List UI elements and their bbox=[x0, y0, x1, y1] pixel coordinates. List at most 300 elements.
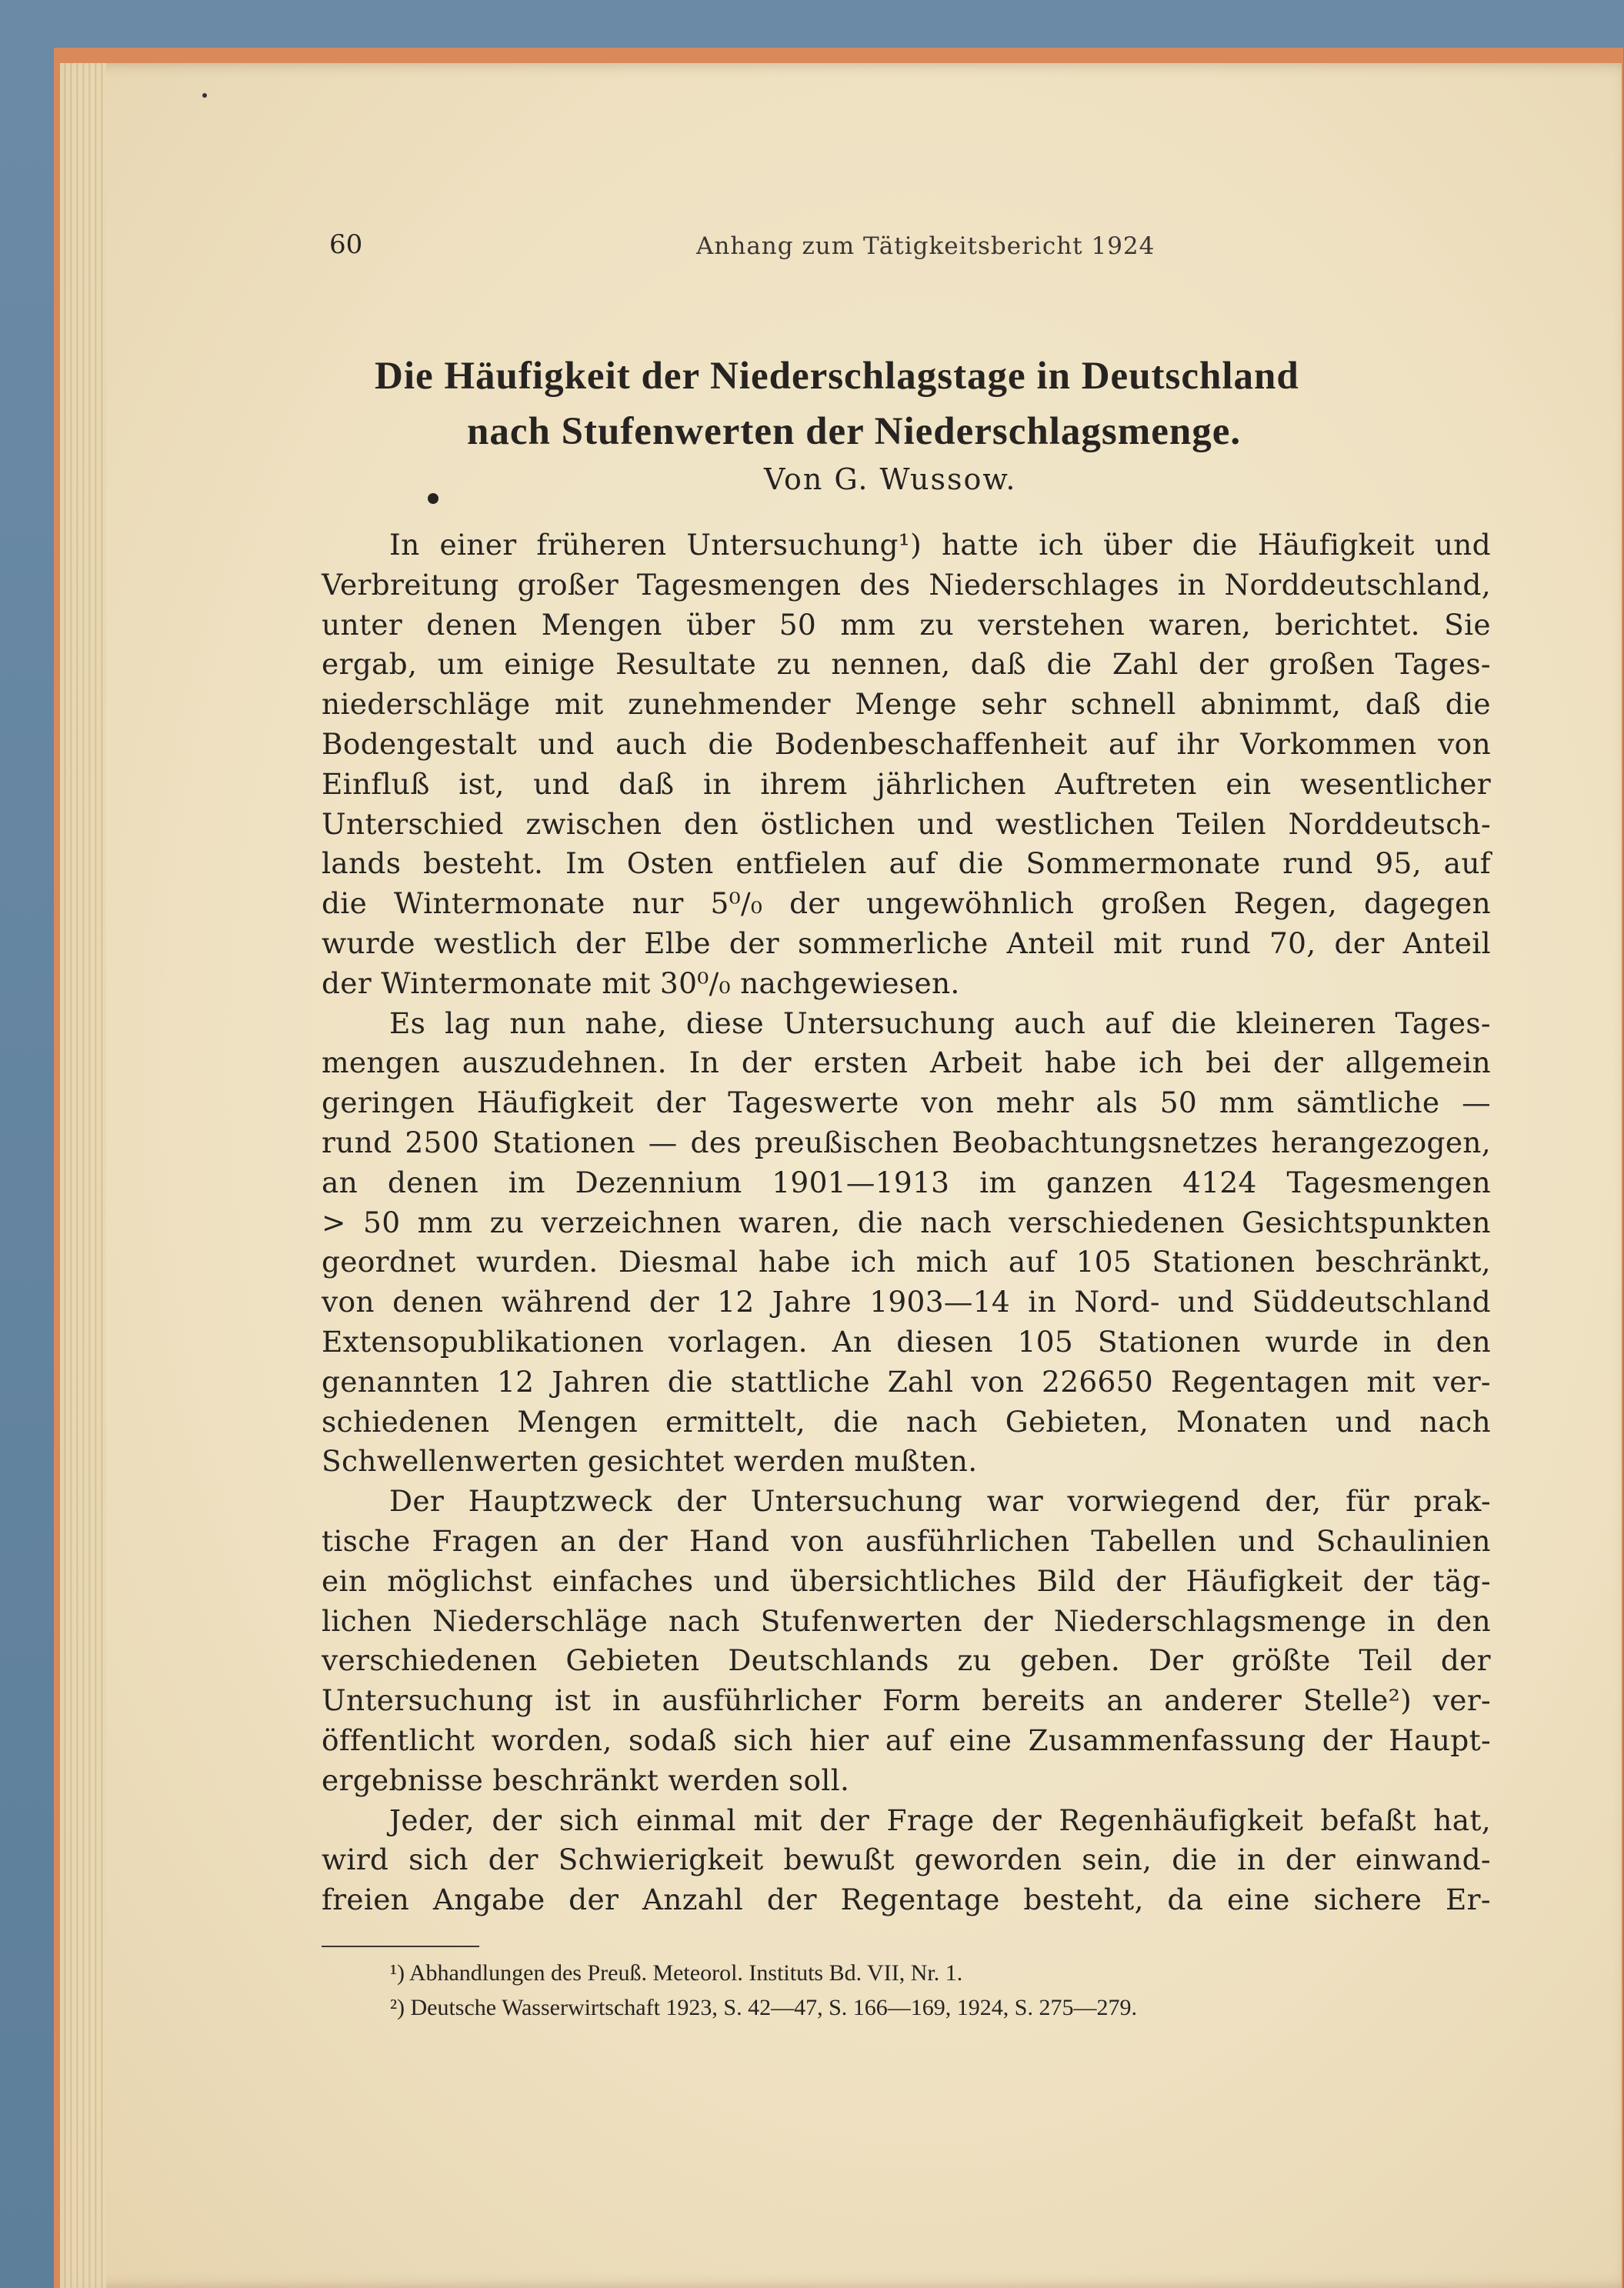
word: Hand bbox=[689, 1524, 770, 1558]
word: nahe, bbox=[585, 1006, 667, 1040]
body-line bbox=[322, 1086, 1491, 1119]
word: nach bbox=[1419, 1404, 1491, 1439]
word: der bbox=[649, 1285, 699, 1319]
word: Zusammenfassung bbox=[1028, 1723, 1306, 1757]
word: Extensopublikationen bbox=[322, 1325, 645, 1359]
word: der bbox=[982, 1603, 1033, 1638]
word: früheren bbox=[536, 528, 667, 562]
word: im bbox=[979, 1165, 1017, 1199]
body-line bbox=[322, 1245, 1491, 1279]
word: 50 bbox=[779, 607, 817, 642]
word: der bbox=[729, 926, 779, 960]
word: Norddeutschland, bbox=[1224, 567, 1491, 602]
word: Stationen bbox=[1097, 1325, 1241, 1359]
word: Er- bbox=[1446, 1883, 1491, 1917]
word: Arbeit bbox=[929, 1046, 1023, 1080]
word: zu bbox=[957, 1643, 992, 1678]
word: der bbox=[1362, 1563, 1413, 1598]
word: die bbox=[708, 727, 754, 761]
word: befaßt bbox=[1320, 1803, 1416, 1837]
word: ganzen bbox=[1045, 1165, 1153, 1199]
word: zu bbox=[489, 1205, 525, 1239]
word: Stufenwerten bbox=[760, 1603, 962, 1638]
word: denen bbox=[392, 1285, 484, 1319]
word: der bbox=[676, 1484, 727, 1519]
body-line bbox=[322, 1564, 1491, 1598]
footnote-rule bbox=[322, 1946, 479, 1947]
word: Gesichtspunkten bbox=[1242, 1205, 1491, 1239]
word: des bbox=[690, 1126, 742, 1159]
page-speck bbox=[202, 93, 207, 98]
word: die bbox=[322, 886, 368, 921]
word: nur bbox=[632, 886, 684, 921]
word: großen bbox=[1269, 647, 1376, 682]
word: die bbox=[1171, 1006, 1217, 1040]
word: tische bbox=[322, 1524, 411, 1558]
body-line bbox=[322, 647, 1491, 681]
word: im bbox=[508, 1165, 545, 1199]
word: übersichtliches bbox=[789, 1563, 1017, 1598]
word: habe bbox=[1044, 1046, 1117, 1080]
word: Häufigkeit bbox=[476, 1086, 634, 1120]
word: der bbox=[1273, 1046, 1324, 1080]
word: geworden bbox=[914, 1843, 1062, 1877]
word: Tageswerte bbox=[728, 1086, 899, 1120]
word: Nord- bbox=[1074, 1285, 1160, 1319]
word: Deutschlands bbox=[728, 1643, 929, 1678]
word: jährlichen bbox=[876, 766, 1026, 801]
word: Form bbox=[882, 1683, 961, 1718]
word: sodaß bbox=[628, 1723, 717, 1757]
word: über bbox=[685, 607, 755, 642]
word: Der bbox=[389, 1484, 445, 1519]
word: sehr bbox=[981, 687, 1047, 722]
word: ergab, bbox=[322, 647, 418, 682]
word: nach bbox=[920, 1205, 992, 1239]
word: in bbox=[1028, 1285, 1057, 1319]
word: anderer bbox=[1164, 1683, 1282, 1718]
word: Untersuchung bbox=[782, 1006, 995, 1040]
word: Niederschlages bbox=[929, 567, 1159, 602]
word: der bbox=[1322, 1723, 1372, 1757]
word: Bodenbeschaffenheit bbox=[774, 727, 1088, 761]
body-line bbox=[322, 807, 1491, 841]
word: den bbox=[1436, 1325, 1491, 1359]
word: Diesmal bbox=[618, 1245, 739, 1279]
word: 4124 bbox=[1182, 1165, 1257, 1199]
word: einwand- bbox=[1355, 1843, 1491, 1877]
word: stattliche bbox=[730, 1364, 870, 1399]
word: 12 bbox=[497, 1364, 535, 1399]
word: Regen, bbox=[1233, 886, 1338, 921]
word: geringen bbox=[322, 1086, 455, 1120]
word: Osten bbox=[626, 846, 714, 881]
word: 105 bbox=[1075, 1245, 1132, 1279]
word: auf bbox=[1105, 1006, 1152, 1040]
word: auf bbox=[885, 1723, 933, 1757]
word: Stationen bbox=[1152, 1245, 1296, 1279]
word: zu bbox=[776, 647, 812, 682]
word: ermittelt, bbox=[665, 1404, 806, 1439]
word: mm bbox=[1219, 1086, 1275, 1120]
word: Zahl bbox=[887, 1364, 954, 1399]
word: Sie bbox=[1444, 607, 1491, 642]
word: Untersuchung¹) bbox=[686, 528, 922, 562]
word: als bbox=[1095, 1086, 1139, 1120]
word: rund bbox=[1282, 846, 1353, 881]
word: westlich bbox=[433, 926, 558, 960]
word: Resultate bbox=[615, 647, 757, 682]
word: mm bbox=[417, 1205, 473, 1239]
word: in bbox=[1387, 1603, 1416, 1638]
word: wurden. bbox=[475, 1245, 599, 1279]
word: allgemein bbox=[1345, 1046, 1491, 1080]
body-line bbox=[322, 926, 1491, 960]
word: zu bbox=[919, 607, 954, 642]
word: Jahre bbox=[772, 1285, 852, 1319]
word: schiedenen bbox=[322, 1404, 490, 1439]
word: täg- bbox=[1432, 1563, 1491, 1598]
word: hatte bbox=[941, 528, 1019, 562]
word: Gebieten, bbox=[1005, 1404, 1149, 1439]
word: sich bbox=[559, 1803, 619, 1837]
body-line bbox=[322, 1883, 1491, 1916]
body-line bbox=[322, 727, 1491, 761]
word: den bbox=[683, 806, 739, 841]
word: Niederschlagsmenge bbox=[1053, 1603, 1367, 1638]
word: ihr bbox=[1176, 727, 1219, 761]
word: und bbox=[1178, 1285, 1235, 1319]
word: freien bbox=[322, 1883, 410, 1917]
word: Teil bbox=[1359, 1643, 1412, 1678]
word: Häufigkeit bbox=[1257, 528, 1415, 562]
word: Teilen bbox=[1176, 806, 1267, 841]
word: sämtliche bbox=[1296, 1086, 1440, 1120]
word: die bbox=[1445, 687, 1491, 722]
word: östlichen bbox=[760, 806, 895, 841]
word: von bbox=[971, 1364, 1025, 1399]
word: denen bbox=[426, 607, 518, 642]
body-line bbox=[322, 1126, 1491, 1159]
word: Unterschied bbox=[322, 806, 504, 841]
word: während bbox=[501, 1285, 632, 1319]
word: Stationen bbox=[492, 1126, 635, 1159]
word: öffentlicht bbox=[322, 1723, 475, 1757]
word: sommerliche bbox=[797, 926, 989, 960]
word: 1903—14 bbox=[869, 1285, 1010, 1319]
word: diesen bbox=[896, 1325, 993, 1359]
word: Elbe bbox=[644, 926, 711, 960]
body-line bbox=[389, 1484, 1491, 1518]
word: Bodengestalt bbox=[322, 727, 518, 761]
word: Anteil bbox=[1402, 926, 1491, 960]
word: 226650 bbox=[1042, 1364, 1153, 1399]
word: sein, bbox=[1082, 1843, 1152, 1877]
body-line bbox=[389, 528, 1491, 562]
word: Der bbox=[1149, 1643, 1204, 1678]
word: 70, bbox=[1269, 926, 1316, 960]
word: des bbox=[859, 567, 911, 602]
word: verschiedenen bbox=[322, 1643, 538, 1678]
word: ist, bbox=[459, 766, 505, 801]
page-number: 60 bbox=[329, 229, 363, 260]
word: besteht, bbox=[1023, 1883, 1144, 1917]
body-line bbox=[389, 1006, 1491, 1040]
word: der bbox=[1334, 926, 1385, 960]
word: preußischen bbox=[754, 1126, 939, 1159]
word: Jeder, bbox=[389, 1803, 475, 1837]
word: westlichen bbox=[995, 806, 1155, 841]
word: waren, bbox=[1149, 607, 1251, 642]
word: besteht. bbox=[423, 846, 544, 881]
word: nach bbox=[668, 1603, 740, 1638]
body-line bbox=[322, 1365, 1491, 1399]
word: ver- bbox=[1432, 1683, 1491, 1718]
word: verschiedenen bbox=[1009, 1205, 1225, 1239]
word: bereits bbox=[982, 1683, 1085, 1718]
word: Tages- bbox=[1395, 647, 1491, 682]
word: — bbox=[648, 1126, 678, 1159]
body-line bbox=[322, 1604, 1491, 1638]
word: Bild bbox=[1036, 1563, 1096, 1598]
word: der bbox=[789, 886, 840, 921]
word: der bbox=[655, 1086, 706, 1120]
word: um bbox=[437, 647, 484, 682]
word: Frage bbox=[886, 1803, 975, 1837]
word: der bbox=[492, 1803, 542, 1837]
body-line bbox=[322, 1285, 1491, 1319]
word: ausführlicher bbox=[662, 1683, 862, 1718]
word: eine bbox=[1227, 1883, 1290, 1917]
word: bei bbox=[1205, 1046, 1252, 1080]
word: war bbox=[986, 1484, 1044, 1519]
body-line: ergebnisse beschränkt werden soll. bbox=[322, 1763, 850, 1797]
word: auch bbox=[615, 727, 687, 761]
word: dagegen bbox=[1363, 886, 1491, 921]
word: 5⁰/₀ bbox=[710, 886, 763, 921]
word: den bbox=[1436, 1603, 1491, 1638]
word: mm bbox=[840, 607, 896, 642]
word: mit bbox=[1366, 1364, 1416, 1399]
word: worden, bbox=[491, 1723, 612, 1757]
word: nun bbox=[509, 1006, 566, 1040]
word: lichen bbox=[322, 1603, 412, 1638]
body-line: Schwellenwerten gesichtet werden mußten. bbox=[322, 1444, 978, 1479]
word: und bbox=[713, 1563, 770, 1598]
word: zunehmender bbox=[628, 687, 831, 722]
word: ersten bbox=[813, 1046, 909, 1080]
body-line bbox=[322, 1206, 1491, 1239]
word: An bbox=[832, 1325, 872, 1359]
word: nach bbox=[905, 1404, 978, 1439]
word: mit bbox=[753, 1803, 802, 1837]
word: berichtet. bbox=[1275, 607, 1420, 642]
word: Tabellen bbox=[1091, 1524, 1217, 1558]
word: Monaten bbox=[1176, 1404, 1309, 1439]
word: und bbox=[1434, 528, 1491, 562]
word: hier bbox=[809, 1723, 869, 1757]
word: der bbox=[1440, 1643, 1491, 1678]
body-line bbox=[322, 1683, 1491, 1717]
word: Tagesmengen bbox=[636, 567, 842, 602]
word: vorlagen. bbox=[668, 1325, 808, 1359]
word: mich bbox=[915, 1245, 989, 1279]
word: In bbox=[689, 1046, 720, 1080]
word: Jahren bbox=[552, 1364, 650, 1399]
word: die bbox=[1192, 528, 1238, 562]
word: Im bbox=[565, 846, 605, 881]
word: kleineren bbox=[1236, 1006, 1376, 1040]
word: der bbox=[1115, 1563, 1166, 1598]
word: zwischen bbox=[525, 806, 662, 841]
word: unter bbox=[322, 607, 402, 642]
word: mit bbox=[1112, 926, 1162, 960]
word: eine bbox=[949, 1723, 1012, 1757]
word: und bbox=[1335, 1404, 1392, 1439]
word: Dezennium bbox=[575, 1165, 742, 1199]
word: ein bbox=[322, 1563, 368, 1598]
word: die bbox=[857, 1205, 903, 1239]
word: beschränkt, bbox=[1315, 1245, 1491, 1279]
body-line bbox=[322, 608, 1491, 642]
word: Mengen bbox=[517, 1404, 639, 1439]
word: in bbox=[1177, 567, 1206, 602]
word: Anteil bbox=[1006, 926, 1095, 960]
word: diese bbox=[685, 1006, 765, 1040]
word: Untersuchung bbox=[750, 1484, 963, 1519]
word: Es bbox=[389, 1006, 426, 1040]
word: Zahl bbox=[1112, 647, 1179, 682]
word: lands bbox=[322, 846, 402, 881]
word: mit bbox=[554, 687, 604, 722]
word: auszudehnen. bbox=[462, 1046, 667, 1080]
word: Menge bbox=[855, 687, 957, 722]
word: rund bbox=[1180, 926, 1251, 960]
word: geben. bbox=[1019, 1643, 1121, 1678]
word: der bbox=[766, 1883, 817, 1917]
word: der, bbox=[1265, 1484, 1322, 1519]
footnote: ²) Deutsche Wasserwirtschaft 1923, S. 42—47, S. 166—169, 1924, S. 275—279. bbox=[390, 1995, 1137, 2020]
word: waren, bbox=[738, 1205, 841, 1239]
word: auf bbox=[1443, 846, 1491, 881]
word: ich bbox=[1139, 1046, 1184, 1080]
running-title: Anhang zum Tätigkeitsbericht 1924 bbox=[696, 232, 1155, 260]
word: verzeichnen bbox=[541, 1205, 722, 1239]
word: Schwierigkeit bbox=[558, 1843, 764, 1877]
word: der bbox=[575, 926, 626, 960]
word: In bbox=[389, 528, 420, 562]
word: denen bbox=[387, 1165, 479, 1199]
word: für bbox=[1346, 1484, 1389, 1519]
word: 50 bbox=[1159, 1086, 1198, 1120]
word: einer bbox=[439, 528, 517, 562]
word: Tagesmengen bbox=[1286, 1165, 1491, 1199]
word: Tages- bbox=[1395, 1006, 1491, 1040]
word: von bbox=[322, 1285, 375, 1319]
word: daß bbox=[970, 647, 1027, 682]
word: an bbox=[1106, 1683, 1143, 1718]
word: Auftreten bbox=[1055, 766, 1197, 801]
word: in bbox=[702, 766, 732, 801]
word: von bbox=[791, 1524, 845, 1558]
word: Haupt- bbox=[1389, 1723, 1491, 1757]
word: abnimmt, bbox=[1200, 687, 1342, 722]
word: die bbox=[667, 1364, 713, 1399]
body-line bbox=[389, 1803, 1491, 1837]
word: hat, bbox=[1433, 1803, 1491, 1837]
article-title-line-2: nach Stufenwerten der Niederschlagsmenge. bbox=[467, 410, 1242, 453]
word: an bbox=[322, 1165, 358, 1199]
body-line bbox=[322, 846, 1491, 880]
word: > bbox=[322, 1205, 346, 1239]
word: großer bbox=[517, 567, 619, 602]
word: der bbox=[819, 1803, 870, 1837]
word: Wintermonate bbox=[393, 886, 605, 921]
page-edge-stack bbox=[60, 63, 106, 2288]
word: wurde bbox=[322, 926, 415, 960]
word: mengen bbox=[322, 1046, 441, 1080]
word: niederschläge bbox=[322, 687, 531, 722]
body-line bbox=[322, 886, 1491, 920]
word: auf bbox=[1108, 727, 1156, 761]
word: der bbox=[991, 1803, 1042, 1837]
word: wird bbox=[322, 1843, 389, 1877]
body-line bbox=[322, 568, 1491, 602]
word: und bbox=[917, 806, 974, 841]
word: die bbox=[958, 846, 1004, 881]
word: entfielen bbox=[735, 846, 867, 881]
word: schnell bbox=[1070, 687, 1176, 722]
body-line: der Wintermonate mit 30⁰/₀ nachgewiesen. bbox=[322, 966, 960, 1000]
word: Stelle²) bbox=[1302, 1683, 1412, 1718]
word: sichere bbox=[1313, 1883, 1422, 1917]
body-line bbox=[322, 1643, 1491, 1677]
word: in bbox=[1237, 1843, 1266, 1877]
word: — bbox=[1462, 1086, 1491, 1120]
word: einmal bbox=[635, 1803, 736, 1837]
word: auf bbox=[1008, 1245, 1056, 1279]
word: Angabe bbox=[432, 1883, 545, 1917]
word: wesentlicher bbox=[1300, 766, 1491, 801]
body-line bbox=[322, 1524, 1491, 1558]
word: und bbox=[533, 766, 590, 801]
word: genannten bbox=[322, 1364, 480, 1399]
word: Verbreitung bbox=[322, 567, 499, 602]
word: prak- bbox=[1413, 1484, 1491, 1519]
word: in bbox=[1383, 1325, 1412, 1359]
word: ausführlichen bbox=[865, 1524, 1070, 1558]
body-line bbox=[322, 1046, 1491, 1079]
word: ist bbox=[555, 1683, 592, 1718]
word: mehr bbox=[995, 1086, 1074, 1120]
word: der bbox=[488, 1843, 539, 1877]
word: Regentage bbox=[840, 1883, 1000, 1917]
word: 50 bbox=[363, 1205, 401, 1239]
word: ein bbox=[1226, 766, 1272, 801]
word: der bbox=[569, 1883, 619, 1917]
word: von bbox=[921, 1086, 975, 1120]
word: und bbox=[1238, 1524, 1295, 1558]
word: die bbox=[1046, 647, 1092, 682]
word: über bbox=[1103, 528, 1172, 562]
word: sich bbox=[733, 1723, 793, 1757]
word: Häufigkeit bbox=[1185, 1563, 1343, 1598]
word: bewußt bbox=[783, 1843, 895, 1877]
word: Beobachtungsnetzes bbox=[952, 1126, 1259, 1159]
word: Mengen bbox=[541, 607, 662, 642]
bullet-mark bbox=[428, 493, 439, 504]
word: verstehen bbox=[978, 607, 1125, 642]
